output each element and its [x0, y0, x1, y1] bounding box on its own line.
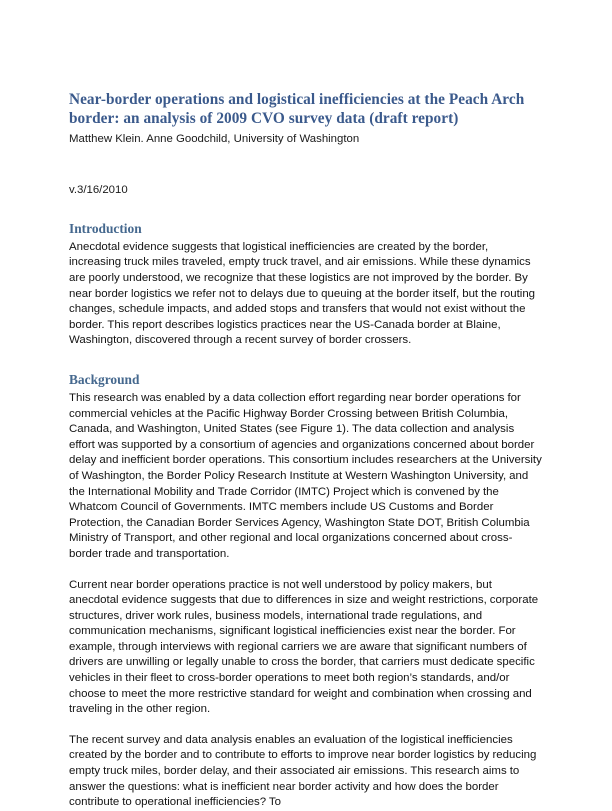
background-paragraph-1: This research was enabled by a data collection effort regarding near border operations for commercial vehicles at the Pacific Highway Border Crossing between British Columbia, Canada, and Washington, United States (see Figure 1). The data collection and analysis effort was supported by a consortium of agencies and organizations concerned about border delay and inefficient border operations. This consortium includes researchers at the University of Washington, the Border Policy Research Institute at Western Washington University, and the International Mobility and Trade Corridor (IMTC) Project which is convened by the Whatcom Council of Governments. IMTC members include US Customs and Border Protection, the Canadian Border Services Agency, Washington State DOT, British Columbia Ministry of Transport, and other regional and local organizations concerned about cross-border trade and transportation.: [69, 391, 542, 560]
document-authors: Matthew Klein. Anne Goodchild, University of Washington: [69, 132, 360, 145]
document-title: Near-border operations and logistical inefficiencies at the Peach Arch border: an analysis of 2009 CVO survey data (draft report): [69, 91, 525, 128]
section-heading-background: Background: [69, 371, 140, 387]
document-content: [69, 90, 543, 811]
document-version: v.3/16/2010: [69, 183, 128, 196]
introduction-paragraph-1: Anecdotal evidence suggests that logistical inefficiencies are created by the border, increasing truck miles traveled, empty truck travel, and air emissions. While these dynamics are poorly understood, we recognize that these logistics are not improved by the border. By near border logistics we refer not to delays due to queuing at the border itself, but the routing changes, schedule impacts, and added stops and transfers that would not exist without the border. This report describes logistics practices near the US-Canada border at Blaine, Washington, discovered through a recent survey of border crossers.: [69, 240, 536, 347]
section-heading-introduction: Introduction: [69, 220, 142, 236]
background-paragraph-3: The recent survey and data analysis enables an evaluation of the logistical inefficiencies created by the border and to contribute to efforts to improve near border logistics by reducing empty truck miles, border delay, and their associated air emissions. This research aims to answer the questions: what is inefficient near border activity and how does the border contribute to operational inefficiencies? To: [69, 733, 537, 809]
background-paragraph-2: Current near border operations practice is not well understood by policy makers, but anecdotal evidence suggests that due to differences in size and weight restrictions, corporate structures, driver work rules, business models, international trade regulations, and communication mechanisms, significant logistical inefficiencies exist near the border. For example, through interviews with regional carriers we are aware that significant numbers of drivers are unwilling or legally unable to cross the border, that carriers must dedicate specific vehicles in their fleet to cross-border operations to meet both region’s standards, and/or choose to meet the more restrictive standard for weight and combination when crossing and traveling in the other region.: [69, 578, 539, 716]
